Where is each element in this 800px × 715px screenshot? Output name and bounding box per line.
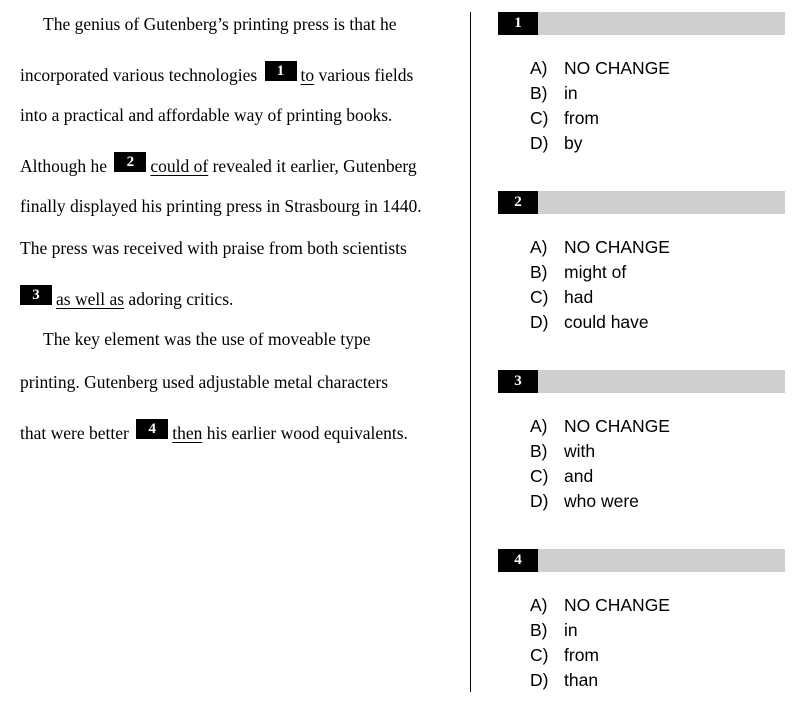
- answer-choice-c[interactable]: [530, 643, 670, 668]
- passage-text: adoring critics.: [124, 289, 234, 309]
- choice-letter: B): [530, 262, 548, 282]
- answer-choice-b[interactable]: [530, 260, 670, 285]
- question-number: 3: [498, 370, 538, 393]
- passage-text: incorporated various technologies: [20, 65, 258, 85]
- answer-choice-d[interactable]: [530, 310, 670, 335]
- choice-text: NO CHANGE: [564, 58, 670, 78]
- answer-choices: [530, 593, 670, 693]
- passage-line: [20, 371, 388, 393]
- passage-line: [43, 328, 371, 350]
- choice-letter: D): [530, 491, 549, 511]
- passage-line: [20, 419, 408, 444]
- underlined-phrase: as well as: [56, 289, 125, 309]
- underlined-phrase: then: [172, 423, 203, 443]
- question-number-marker[interactable]: 4: [136, 419, 168, 439]
- passage-text: The key element was the use of moveable type: [43, 329, 371, 349]
- choice-text: who were: [564, 491, 639, 511]
- question-number: 1: [498, 12, 538, 35]
- passage-text: various fields: [314, 65, 414, 85]
- question-header-bar: [498, 549, 785, 572]
- question-number-marker[interactable]: 3: [20, 285, 52, 305]
- underlined-phrase: could of: [150, 156, 209, 176]
- choice-text: by: [564, 133, 583, 153]
- passage-line: [20, 152, 417, 177]
- question-number-marker[interactable]: 2: [114, 152, 146, 172]
- question-block: [498, 549, 785, 690]
- answer-choice-b[interactable]: [530, 81, 670, 106]
- answer-choice-d[interactable]: [530, 668, 670, 693]
- answer-choice-a[interactable]: [530, 235, 670, 260]
- choice-letter: D): [530, 670, 549, 690]
- question-block: [498, 370, 785, 511]
- choice-letter: A): [530, 595, 548, 615]
- choice-letter: D): [530, 133, 549, 153]
- passage-line: [20, 285, 233, 310]
- choice-letter: D): [530, 312, 549, 332]
- choice-letter: B): [530, 441, 548, 461]
- passage-text: his earlier wood equivalents.: [202, 423, 408, 443]
- answer-choice-a[interactable]: [530, 593, 670, 618]
- answer-choice-d[interactable]: [530, 489, 670, 514]
- question-number: 4: [498, 549, 538, 572]
- question-block: [498, 191, 785, 332]
- passage-text: revealed it earlier, Gutenberg: [208, 156, 417, 176]
- passage-text: The press was received with praise from both scientists: [20, 238, 407, 258]
- choice-text: from: [564, 645, 599, 665]
- question-number-marker[interactable]: 1: [265, 61, 297, 81]
- answer-choice-a[interactable]: [530, 414, 670, 439]
- choice-letter: B): [530, 620, 548, 640]
- answer-choices: [530, 235, 670, 335]
- passage-line: [43, 13, 397, 35]
- answer-choice-c[interactable]: [530, 106, 670, 131]
- choice-text: from: [564, 108, 599, 128]
- passage-text: that were better: [20, 423, 129, 443]
- question-number: 2: [498, 191, 538, 214]
- answer-choices: [530, 56, 670, 156]
- choice-letter: A): [530, 416, 548, 436]
- question-header-bar: [498, 370, 785, 393]
- choice-text: could have: [564, 312, 649, 332]
- answer-choice-c[interactable]: [530, 464, 670, 489]
- passage-line: [20, 61, 413, 86]
- question-block: [498, 12, 785, 153]
- choice-text: and: [564, 466, 594, 486]
- choice-text: in: [564, 83, 578, 103]
- choice-text: than: [564, 670, 599, 690]
- column-divider: [470, 12, 471, 692]
- choice-letter: A): [530, 58, 548, 78]
- question-header-bar: [498, 12, 785, 35]
- choice-text: in: [564, 620, 578, 640]
- passage-line: [20, 104, 392, 126]
- choice-text: NO CHANGE: [564, 237, 670, 257]
- passage-text: finally displayed his printing press in Strasbourg in 1440.: [20, 196, 422, 216]
- underlined-phrase: to: [300, 65, 315, 85]
- choice-letter: B): [530, 83, 548, 103]
- choice-letter: C): [530, 108, 549, 128]
- answer-choice-c[interactable]: [530, 285, 670, 310]
- choice-text: NO CHANGE: [564, 416, 670, 436]
- answer-choices: [530, 414, 670, 514]
- passage-text: into a practical and affordable way of printing books.: [20, 105, 393, 125]
- question-header-bar: [498, 191, 785, 214]
- choice-letter: A): [530, 237, 548, 257]
- passage-text: The genius of Gutenberg’s printing press is that he: [43, 14, 397, 34]
- passage-line: [20, 237, 407, 259]
- choice-text: had: [564, 287, 594, 307]
- choice-letter: C): [530, 645, 549, 665]
- passage-line: [20, 195, 422, 217]
- choice-text: might of: [564, 262, 627, 282]
- answer-choice-a[interactable]: [530, 56, 670, 81]
- choice-text: with: [564, 441, 596, 461]
- choice-letter: C): [530, 287, 549, 307]
- choice-text: NO CHANGE: [564, 595, 670, 615]
- answer-choice-b[interactable]: [530, 439, 670, 464]
- answer-choice-b[interactable]: [530, 618, 670, 643]
- passage-text: printing. Gutenberg used adjustable metal characters: [20, 372, 389, 392]
- answer-choice-d[interactable]: [530, 131, 670, 156]
- passage-text: Although he: [20, 156, 108, 176]
- choice-letter: C): [530, 466, 549, 486]
